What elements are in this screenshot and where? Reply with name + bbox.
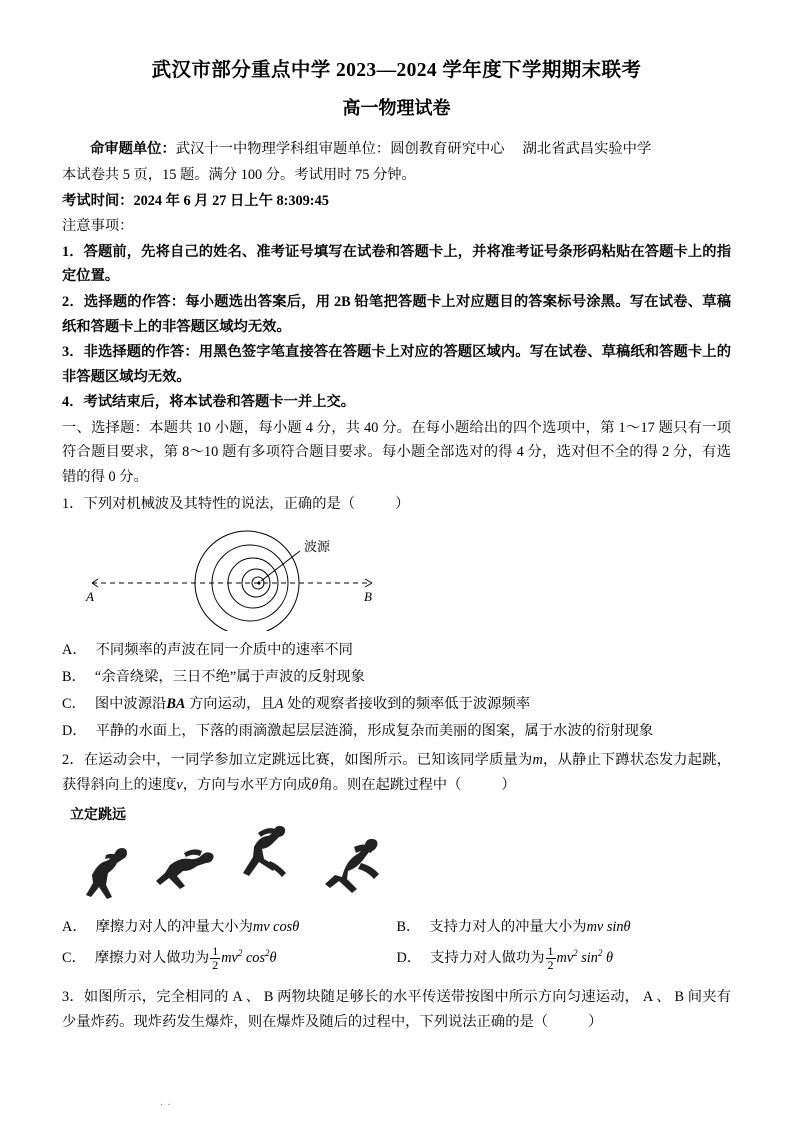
option-key: D． — [396, 949, 422, 966]
question-2-stem-4: 角。则在起跳过程中（ — [318, 777, 462, 794]
option-variable: BA — [166, 696, 186, 713]
meta-label-time: 考试时间： — [62, 192, 134, 209]
option-key: A． — [62, 642, 87, 659]
question-2-var-m: m — [532, 751, 543, 768]
footer-dots: . . — [160, 1096, 172, 1108]
question-3-stem-tail: ） — [588, 1014, 603, 1031]
question-1-option-d — [62, 718, 731, 745]
question-2-stem-tail: ） — [501, 777, 516, 794]
notice-item-1: 1．答题前，先将自己的姓名、准考证号填写在试卷和答题卡上，并将准考证号条形码粘贴在答题卡上的指定位置。 — [62, 243, 731, 285]
fraction-one-half: $\frac{1}{2}$ — [547, 944, 554, 972]
svg-text:波源: 波源 — [304, 540, 331, 556]
option-text: 摩擦力对人的冲量大小为 — [95, 918, 253, 935]
question-1-number: 1． — [62, 495, 84, 512]
question-2 — [62, 748, 731, 799]
option-text: 平静的水面上，下落的雨滴激起层层涟漪，形成复杂而美丽的图案，属于水波的衍射现象 — [95, 723, 654, 740]
option-key: C． — [62, 949, 86, 966]
question-2-option-d — [397, 941, 732, 975]
option-text: “余音绕梁，三日不绝”属于声波的反射现象 — [94, 669, 365, 686]
option-text: 支持力对人的冲量大小为 — [429, 918, 587, 935]
question-2-var-theta: θ — [311, 777, 319, 794]
option-text-post: 处的观察者接收到的频率低于波源频率 — [283, 696, 531, 713]
option-variable-2: A — [274, 696, 284, 713]
option-key: B． — [62, 669, 86, 686]
notice-item-2: 2．选择题的作答：每小题选出答案后，用 2B 铅笔把答题卡上对应题目的答案标号涂黑。写在试卷、草稿纸和答题卡上的非答题区域均无效。 — [62, 293, 731, 335]
notice-item-4: 4．考试结束后，将本试卷和答题卡一并上交。 — [62, 394, 356, 411]
meta-line-2: 本试卷共 5 页，15 题。满分 100 分。考试用时 75 分钟。 — [62, 167, 416, 184]
option-text: 摩擦力对人做功为 — [94, 949, 210, 966]
svg-text:B: B — [364, 589, 372, 605]
option-math: mv cosθ — [252, 918, 300, 935]
option-key: A． — [62, 918, 87, 935]
question-1-figure — [62, 521, 731, 631]
question-3 — [62, 985, 731, 1036]
svg-text:立定跳远: 立定跳远 — [70, 806, 126, 823]
question-1-option-a — [62, 637, 731, 664]
question-1 — [62, 492, 731, 517]
question-1-stem: 下列对机械波及其特性的说法，正确的是（ — [83, 495, 356, 512]
option-key: D． — [62, 723, 87, 740]
section-one-instructions: 一、选择题：本题共 10 小题，每小题 4 分，共 40 分。在每小题给出的四个选项中，第 1～17 题只有一项符合题目要求，第 8～10 题有多项符合题目要求。每小题全部选对的得 4 分，选对但不全的得 2 分，有选错的得 0 分。 — [62, 419, 731, 485]
meta-value-unit-2: 湖北省武昌实验中学 — [522, 141, 652, 158]
question-1-option-b — [62, 664, 731, 691]
notice-title: 注意事项： — [62, 218, 134, 235]
question-2-stem-3: ，方向与水平方向成 — [182, 777, 312, 794]
question-1-stem-tail: ） — [395, 495, 410, 512]
option-math: $mv^2$ $\cos^2\theta$ — [221, 947, 277, 966]
option-text: 不同频率的声波在同一介质中的速率不同 — [95, 642, 353, 659]
meta-value-unit: 武汉十一中物理学科组审题单位：圆创教育研究中心 — [175, 141, 505, 158]
option-text: 图中波源沿 — [94, 696, 167, 713]
question-3-number: 3． — [62, 988, 84, 1005]
meta-value-time: 2024 年 6 月 27 日上午 8:309:45 — [133, 192, 329, 209]
option-math: $mv^2$ $\sin^2 \theta$ — [556, 947, 614, 966]
fraction-one-half: $\frac{1}{2}$ — [212, 944, 219, 972]
meta-line-1 — [62, 137, 731, 162]
notice-item-3: 3．非选择题的作答：用黑色签字笔直接答在答题卡上对应的答题区域内。写在试卷、草稿纸和答题卡上的非答题区域均无效。 — [62, 344, 731, 385]
svg-text:A: A — [86, 589, 94, 605]
page-title: 武汉市部分重点中学 2023—2024 学年度下学期期末联考 — [151, 60, 642, 81]
question-2-number: 2． — [62, 751, 84, 768]
page-subtitle: 高一物理试卷 — [342, 98, 451, 119]
option-key: C． — [62, 696, 86, 713]
question-2-figure — [62, 803, 731, 908]
option-text: 支持力对人做功为 — [430, 949, 545, 966]
question-2-stem-1: 在运动会中，一同学参加立定跳远比赛，如图所示。已知该同学质量为 — [83, 751, 533, 768]
question-1-options — [62, 637, 731, 746]
question-2-option-a — [62, 914, 397, 941]
question-1-option-c — [62, 691, 731, 718]
question-2-stem-2: ，从静止下蹲状态发力起跳，获得斜向上的速度 — [62, 751, 732, 794]
question-2-var-v: v — [176, 777, 183, 794]
question-2-options — [62, 914, 731, 975]
question-3-stem: 如图所示，完全相同的 A 、 B 两物块随足够长的水平传送带按图中所示方向匀速运动， A 、 B 间夹有少量炸药。现炸药发生爆炸，则在爆炸及随后的过程中，下列说法正确的是（ — [62, 988, 731, 1031]
option-text-mid: 方向运动，且 — [185, 696, 275, 713]
meta-line-3 — [62, 189, 731, 214]
option-math: mv sinθ — [586, 918, 631, 935]
option-key: B． — [396, 918, 421, 935]
question-2-option-b — [397, 914, 732, 941]
meta-label-unit: 命审题单位： — [90, 141, 176, 158]
question-2-option-c — [62, 941, 397, 975]
